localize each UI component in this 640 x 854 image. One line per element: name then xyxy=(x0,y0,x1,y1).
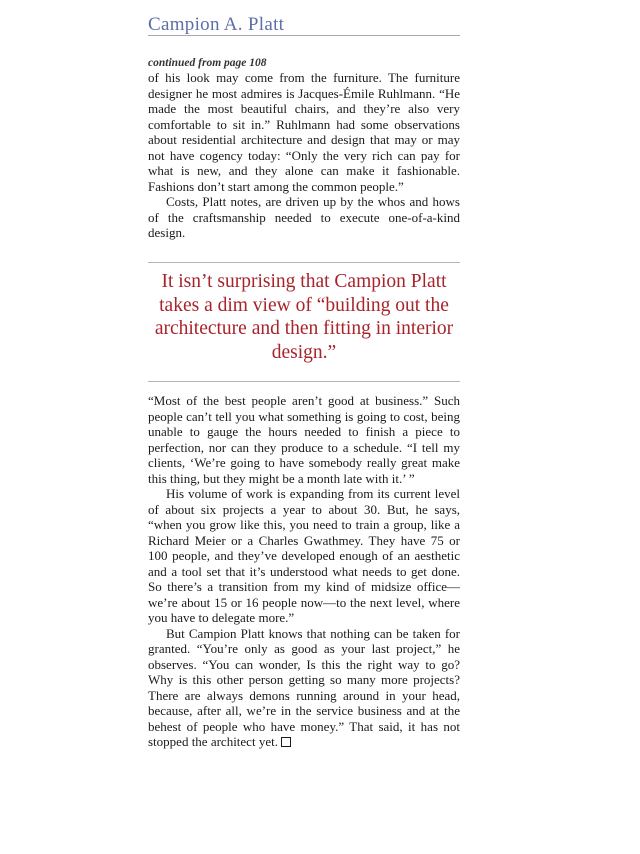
paragraph xyxy=(148,626,460,750)
header-rule xyxy=(148,35,460,36)
continued-from-line: continued from page 108 xyxy=(148,57,267,69)
article-bottom-text xyxy=(148,393,460,750)
article-top-text xyxy=(148,70,460,241)
paragraph-text: But Campion Platt knows that nothing can be taken for granted. “You’re only as good as your last project,” he observes. “You can wonder, Is this the right way to go? Why is this other person getting so many more projects? There are always demons running around in your head, because, after all, we’re in the service business and at the behest of people who have money.” That said, it has not stopped the architect yet. xyxy=(148,625,460,749)
end-of-article-mark xyxy=(281,737,291,747)
pull-quote: It isn’t surprising that Campion Platt takes a dim view of “building out the architecture and then fitting in interior design.” xyxy=(154,271,454,363)
paragraph: of his look may come from the furniture. The furniture designer he most admires is Jacques-Émile Ruhlmann. “He made the most beautiful chairs, and they’re also very comfortable to sit in.” Ruhlmann had some observations about residential architecture and design that may or may not have cogency today: “Only the very rich can pay for what is new, and they alone can make it fashionable. Fashions don’t start among the common people.” xyxy=(148,70,460,194)
paragraph: “Most of the best people aren’t good at business.” Such people can’t tell you what something is going to cost, being unable to gauge the hours needed to finish a piece to perfection, nor can they produce to a schedule. “I tell my clients, ‘We’re going to have somebody really great make this thing, but they might be a month late with it.’ ” xyxy=(148,393,460,486)
paragraph: Costs, Platt notes, are driven up by the whos and hows of the craftsmanship needed to execute one-of-a-kind design. xyxy=(148,194,460,240)
pull-quote-top-rule xyxy=(148,262,460,263)
pull-quote-bottom-rule xyxy=(148,381,460,382)
header-title: Campion A. Platt xyxy=(148,14,285,35)
paragraph: His volume of work is expanding from its current level of about six projects a year to about 30. But, he says, “when you grow like this, you need to train a group, like a Richard Meier or a Charles Gwathmey. They have 75 or 100 people, and they’ve developed enough of an aesthetic and a tool set that it’s understood what needs to get done. So there’s a transition from my kind of midsize office—we’re about 15 or 16 people now—to the next level, where you have to delegate more.” xyxy=(148,486,460,625)
